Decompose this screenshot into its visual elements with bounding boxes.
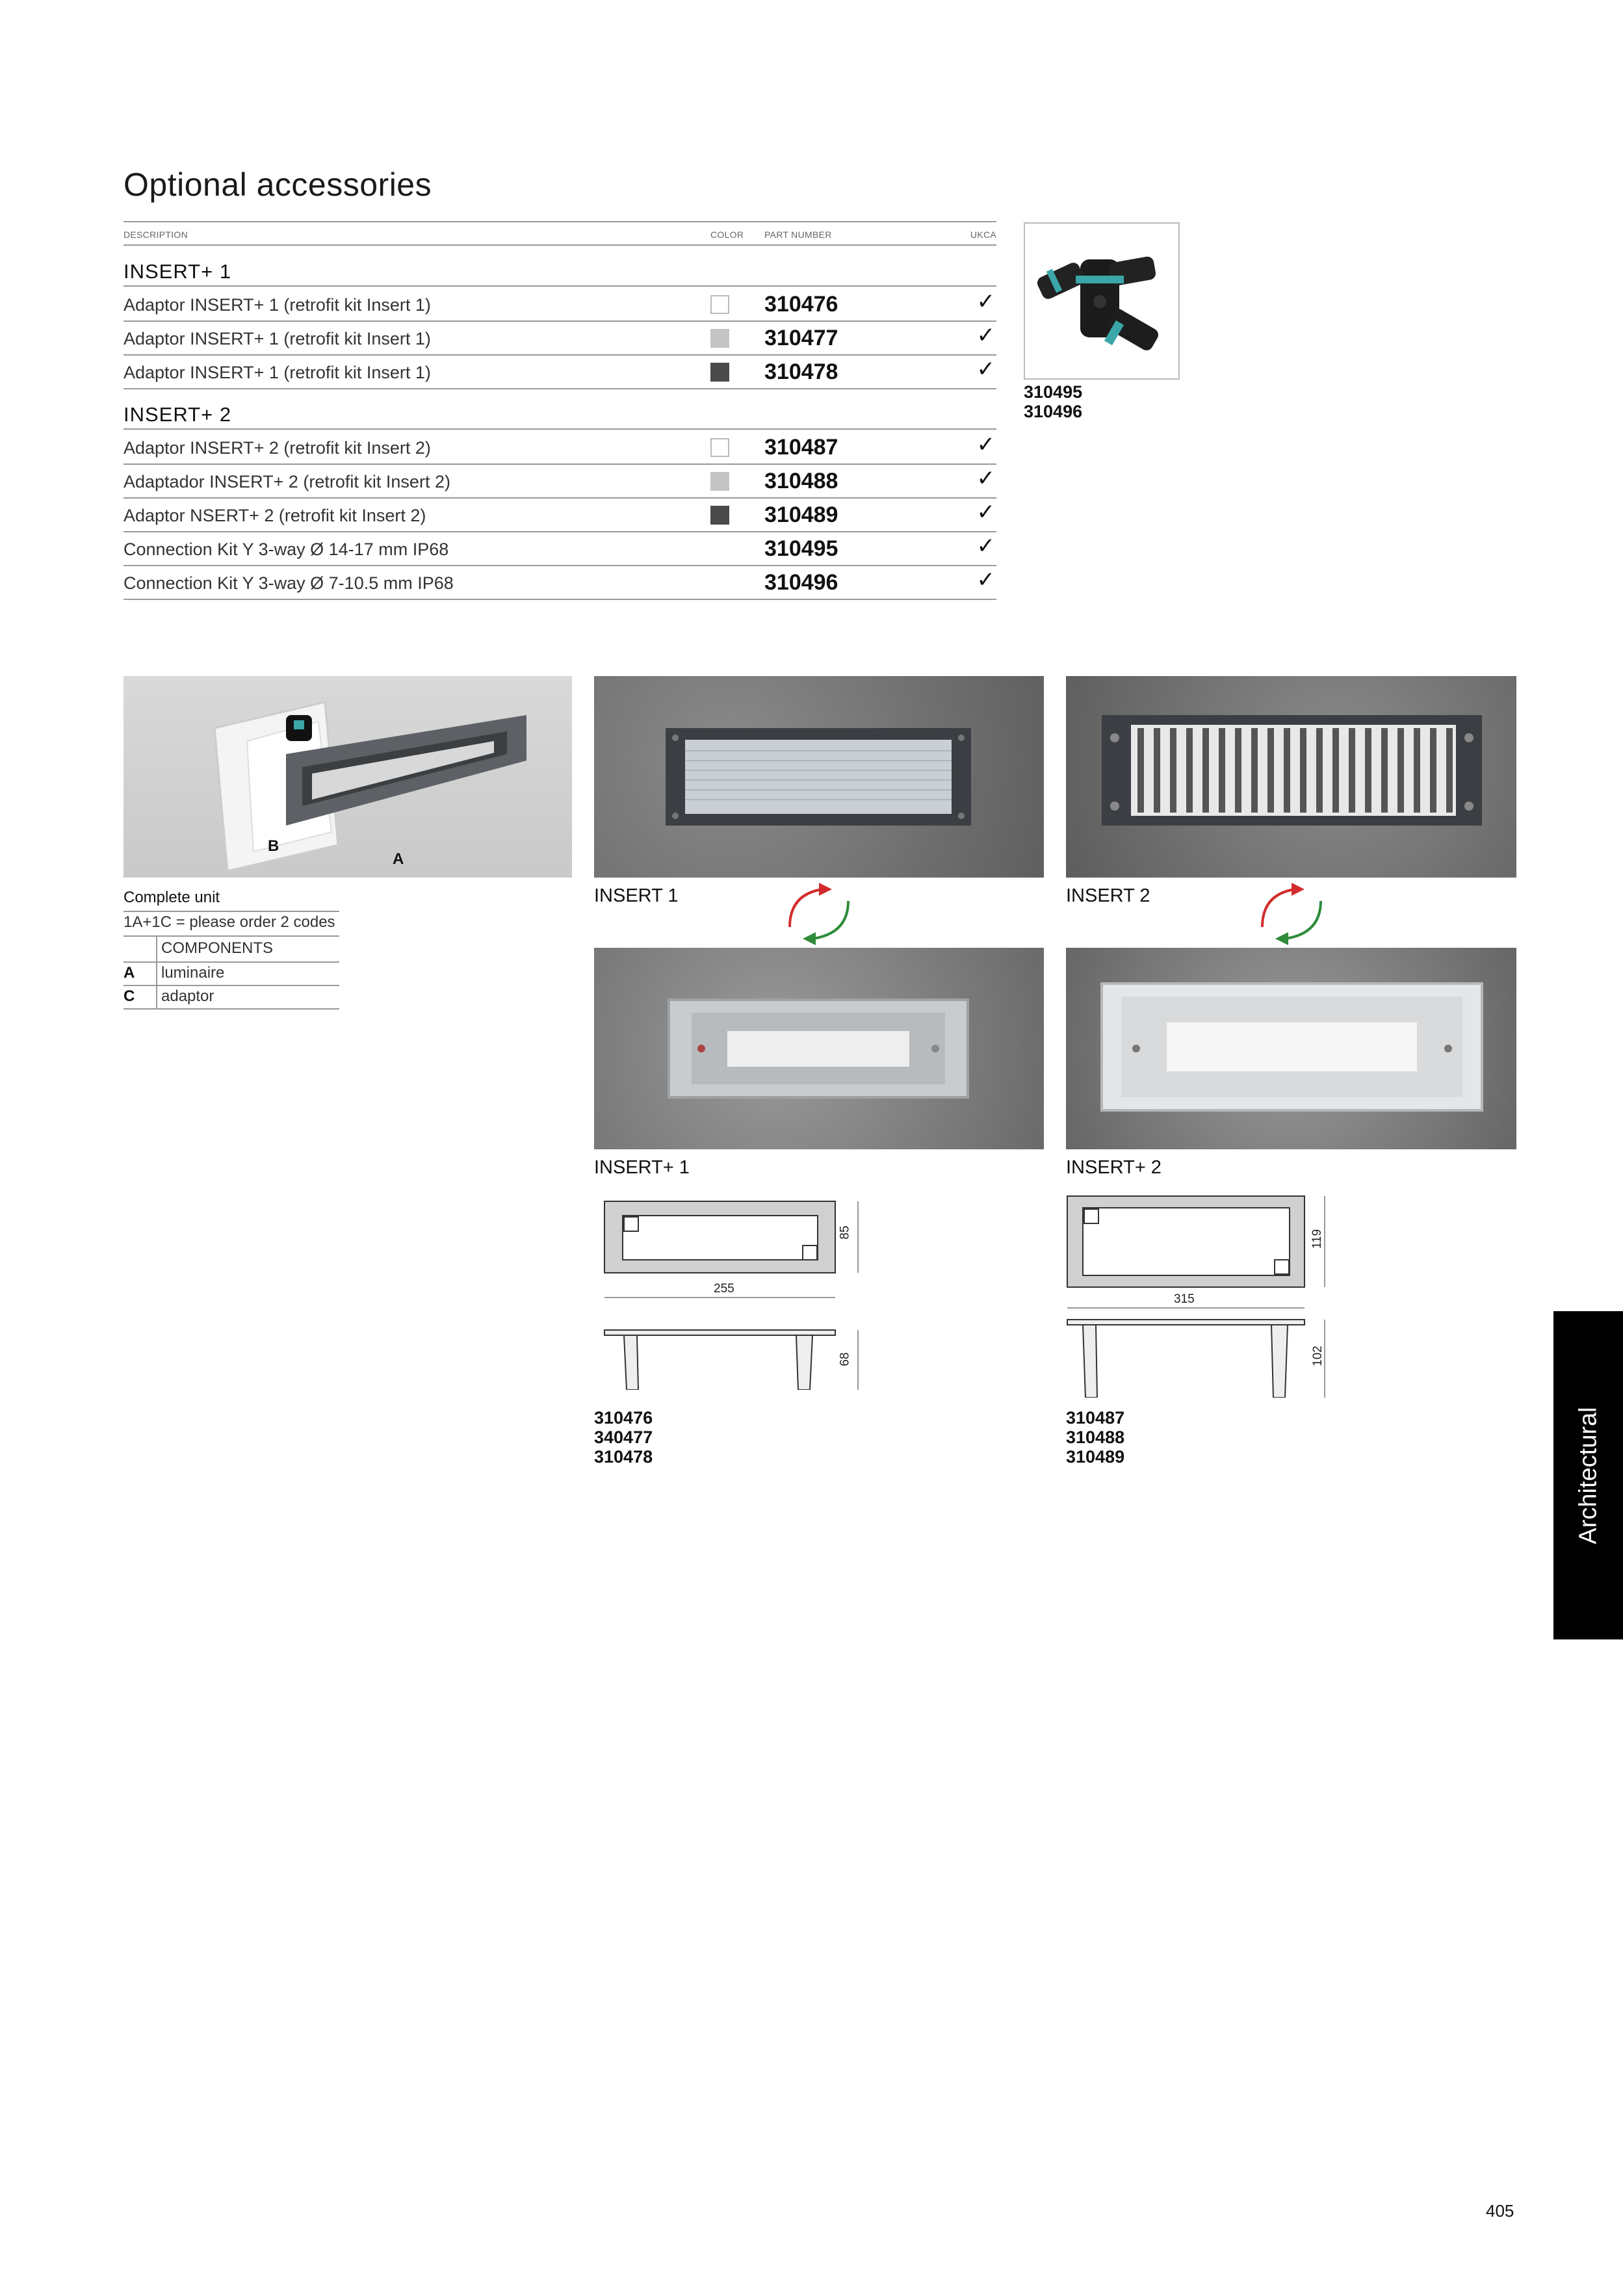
part-number: 310477 (764, 326, 838, 350)
check-icon: ✓ (976, 466, 995, 491)
dimension-height: 119 (1310, 1229, 1325, 1249)
table-row (123, 430, 996, 465)
row-description: Connection Kit Y 3-way Ø 14-17 mm IP68 (123, 540, 449, 559)
dimension-width: 255 (714, 1282, 734, 1296)
header-ukca: UKCA (970, 229, 996, 240)
connector-kit-image (1024, 222, 1180, 380)
header-description: DESCRIPTION (123, 229, 188, 240)
header-part-number: PART NUMBER (764, 229, 832, 240)
section-tab (1553, 1311, 1623, 1639)
row-description: Adaptor INSERT+ 2 (retrofit kit Insert 2) (123, 438, 431, 458)
row-description: Adaptor INSERT+ 1 (retrofit kit Insert 1) (123, 363, 431, 382)
photo-label-a: A (393, 850, 404, 868)
component-label: luminaire (161, 964, 225, 982)
dimension-width: 315 (1174, 1292, 1195, 1306)
header-color: COLOR (710, 229, 744, 240)
table-row (123, 463, 996, 499)
table-row (123, 320, 996, 356)
color-swatch-white (710, 295, 729, 314)
page-number: 405 (1486, 2201, 1514, 2221)
retrofit-arrows-icon (1256, 881, 1327, 946)
row-description: Connection Kit Y 3-way Ø 7-10.5 mm IP68 (123, 573, 454, 593)
part-number: 310489 (764, 502, 838, 527)
table-row (123, 287, 996, 322)
insert2-caption: INSERT 2 (1066, 885, 1150, 906)
table-header (123, 221, 996, 246)
row-description: Adaptador INSERT+ 2 (retrofit kit Insert 2) (123, 472, 450, 491)
row-description: Adaptor NSERT+ 2 (retrofit kit Insert 2) (123, 506, 426, 525)
color-swatch-white (710, 438, 729, 457)
color-swatch-dark (710, 363, 729, 382)
row-description: Adaptor INSERT+ 1 (retrofit kit Insert 1) (123, 295, 431, 315)
page-title: Optional accessories (123, 166, 432, 203)
order-note: 1A+1C = please order 2 codes (123, 913, 335, 931)
part-number: 310488 (764, 469, 838, 493)
insertplus1-photo (594, 948, 1044, 1149)
check-icon: ✓ (976, 500, 995, 525)
dimension-depth: 102 (1310, 1346, 1325, 1366)
part-number: 310495 (764, 536, 838, 561)
insertplus2-caption: INSERT+ 2 (1066, 1157, 1162, 1178)
table-row (123, 354, 996, 389)
part-number: 310487 (764, 435, 838, 460)
insert1-caption: INSERT 1 (594, 885, 679, 906)
insertplus2-codes: 310487 310488 310489 (1066, 1408, 1125, 1467)
complete-unit-heading: Complete unit (123, 889, 220, 906)
table-row (123, 531, 996, 566)
insert1-photo (594, 676, 1044, 878)
components-label: COMPONENTS (161, 939, 274, 957)
photo-label-b: B (268, 837, 279, 855)
color-swatch-grey (710, 472, 729, 491)
part-number: 310478 (764, 359, 838, 384)
check-icon: ✓ (976, 534, 995, 558)
complete-unit-image (123, 676, 572, 878)
dimension-depth: 68 (838, 1352, 852, 1366)
insertplus1-codes: 310476 340477 310478 (594, 1408, 653, 1467)
component-key: C (123, 987, 135, 1005)
dimension-height: 85 (838, 1225, 852, 1240)
check-icon: ✓ (976, 357, 995, 382)
insert2-photo (1066, 676, 1516, 878)
insertplus1-drawing (598, 1195, 871, 1390)
color-swatch-grey (710, 329, 729, 348)
table-row (123, 497, 996, 532)
color-swatch-dark (710, 506, 729, 525)
group-heading: INSERT+ 1 (123, 249, 996, 287)
check-icon: ✓ (976, 432, 995, 457)
component-key: A (123, 964, 135, 982)
insertplus1-caption: INSERT+ 1 (594, 1157, 690, 1178)
check-icon: ✓ (976, 567, 995, 592)
section-tab-label: Architectural (1574, 1406, 1602, 1545)
part-number: 310476 (764, 292, 838, 317)
group-heading: INSERT+ 2 (123, 392, 996, 430)
row-description: Adaptor INSERT+ 1 (retrofit kit Insert 1) (123, 329, 431, 348)
component-label: adaptor (161, 987, 214, 1005)
check-icon: ✓ (976, 323, 995, 348)
connector-codes: 310495 310496 (1024, 382, 1083, 421)
retrofit-arrows-icon (783, 881, 855, 946)
table-row (123, 565, 996, 600)
insertplus2-photo (1066, 948, 1516, 1149)
check-icon: ✓ (976, 289, 995, 314)
part-number: 310496 (764, 570, 838, 595)
insertplus2-drawing (1063, 1190, 1343, 1398)
